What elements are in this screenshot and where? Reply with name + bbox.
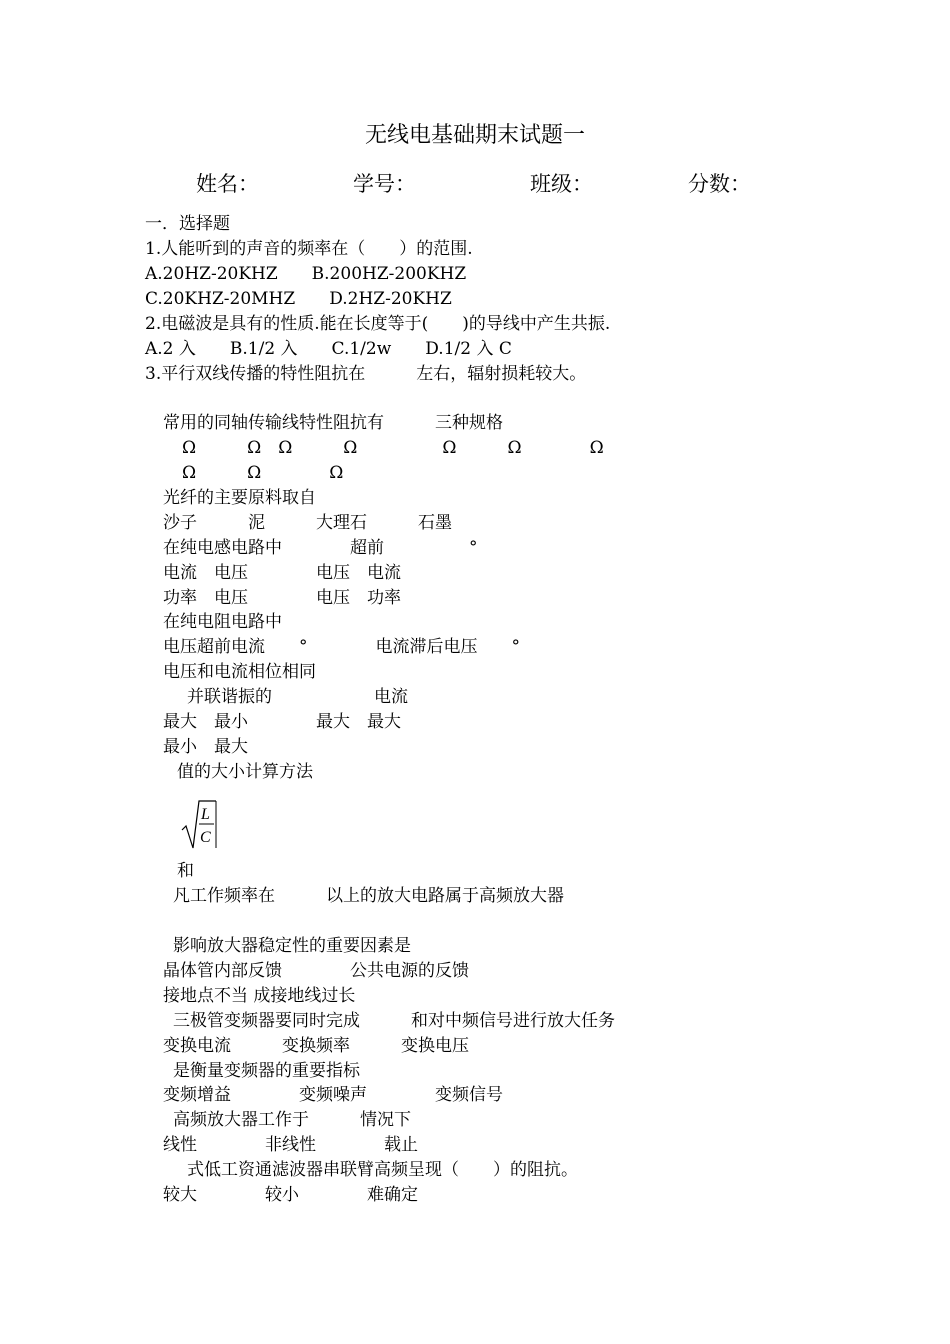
question-text: 在纯电阻电路中 [163,612,282,632]
option-line: 变频增益 变频噪声 变频信号 [163,1085,503,1105]
question-text: 值的大小计算方法 [177,762,313,782]
option-line: 沙子 泥 大理石 石墨 [163,513,452,533]
option-line: 最小 最大 [163,737,248,757]
question-text: 是衡量变频器的重要指标 [173,1061,360,1081]
option-line: 线性 非线性 载止 [163,1135,418,1155]
formula-numerator: L [201,806,210,823]
sqrt-l-over-c-formula [180,798,220,850]
formula-denominator: C [200,829,211,846]
question-text: 高频放大器工作于 情况下 [173,1110,411,1130]
question-1: 1.人能听到的声音的频率在（ ）的范围. [145,239,473,259]
question-text: 凡工作频率在 以上的放大电路属于高频放大器 [173,886,564,906]
option-line: 电流 电压 电压 电流 [163,563,401,583]
question-2: 2.电磁波是具有的性质.能在长度等于( )的导线中产生共振. [145,314,611,334]
option-line: 接地点不当 成接地线过长 [163,986,356,1006]
question-text: 式低工资通滤波器串联臂高频呈现（ ）的阻抗。 [187,1160,578,1180]
option-line: 晶体管内部反馈 公共电源的反馈 [163,961,469,981]
question-text: 三极管变频器要同时完成 和对中频信号进行放大任务 [173,1011,615,1031]
option-line: 变换电流 变换频率 变换电压 [163,1036,469,1056]
section-heading: 一．选择题 [145,214,230,234]
question-3: 3.平行双线传播的特性阻抗在 左右，辐射损耗较大。 [145,364,587,384]
option-line: 电压和电流相位相同 [163,662,316,682]
option-line: 电压超前电流 ° 电流滞后电压 ° [163,637,520,657]
option-line: Ω Ω Ω Ω Ω Ω Ω [182,438,604,458]
class-field-label: 班级： [530,172,593,196]
question-text: 常用的同轴传输线特性阻抗有 三种规格 [163,413,503,433]
question-text: 在纯电感电路中 超前 ° [163,538,478,558]
question-2-options: A.2 入 B.1/2 入 C.1/2w D.1/2 入 C [145,339,512,359]
question-text: 并联谐振的 电流 [187,687,408,707]
question-text: 光纤的主要原料取自 [163,488,316,508]
option-line: 最大 最小 最大 最大 [163,712,401,732]
question-1-options-c-d: C.20KHZ-20MHZ D.2HZ-20KHZ [145,289,452,309]
conjunction-text: 和 [177,861,194,881]
page-title: 无线电基础期末试题一 [365,123,586,148]
student-id-field-label: 学号： [353,172,416,196]
score-field-label: 分数： [688,172,751,196]
name-field-label: 姓名： [196,172,259,196]
question-1-options-a-b: A.20HZ-20KHZ B.200HZ-200KHZ [145,264,467,284]
option-line: Ω Ω Ω [182,463,344,483]
question-text: 影响放大器稳定性的重要因素是 [173,936,411,956]
option-line: 较大 较小 难确定 [163,1185,418,1205]
option-line: 功率 电压 电压 功率 [163,588,401,608]
